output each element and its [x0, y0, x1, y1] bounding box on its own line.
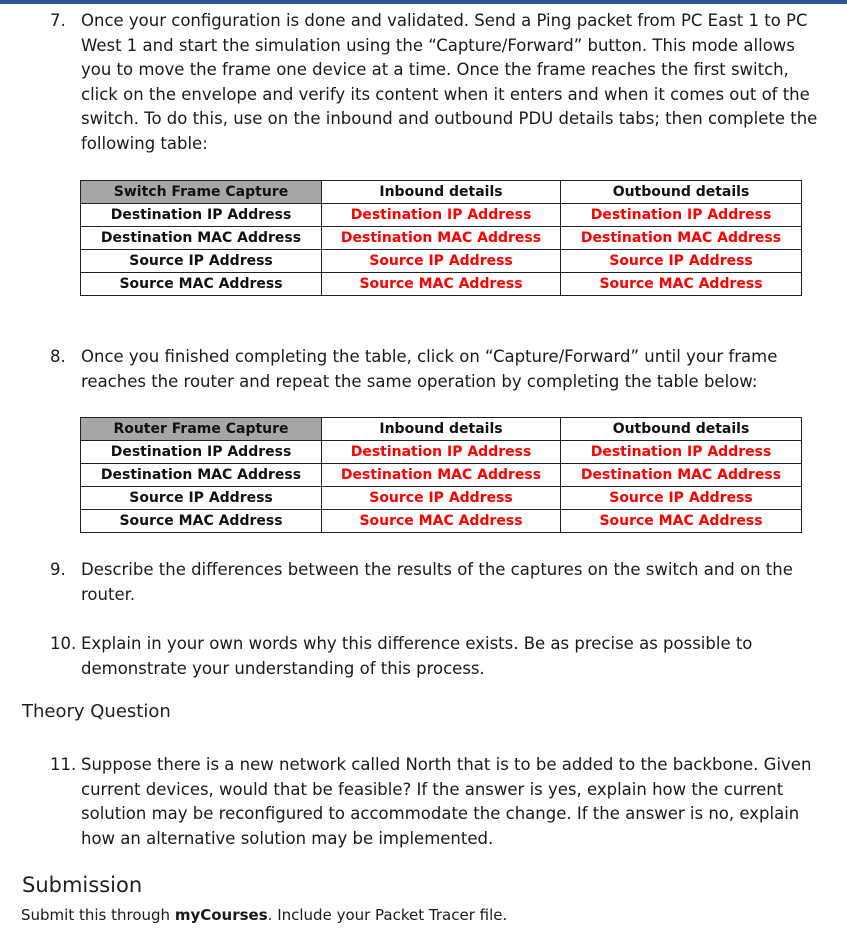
table-row: [81, 273, 802, 296]
row-label-cell: Destination IP Address: [81, 441, 322, 464]
table-header-cell: Inbound details: [322, 418, 561, 441]
table-row: [81, 204, 802, 227]
question-text: Once you finished completing the table, click on “Capture/Forward” until your frame reaches the router and repeat the same operation by completing the table below:: [81, 347, 778, 391]
row-label-cell: Source MAC Address: [81, 510, 322, 533]
table-header-row: [81, 418, 802, 441]
row-label-cell: Source IP Address: [81, 250, 322, 273]
inbound-cell: Destination MAC Address: [322, 464, 561, 487]
table-header-cell: Outbound details: [561, 418, 802, 441]
table-row: [81, 510, 802, 533]
inbound-cell: Source MAC Address: [322, 510, 561, 533]
question-number: 10.: [50, 634, 77, 653]
submit-prefix: Submit this through: [21, 906, 175, 924]
inbound-cell: Destination MAC Address: [322, 227, 561, 250]
question-text: Explain in your own words why this difference exists. Be as precise as possible to demonstrate your understanding of this process.: [81, 634, 753, 678]
submit-suffix: . Include your Packet Tracer file.: [267, 906, 508, 924]
inbound-cell: Source IP Address: [322, 250, 561, 273]
outbound-cell: Destination IP Address: [561, 441, 802, 464]
question-number: 7.: [50, 11, 66, 30]
row-label-cell: Source IP Address: [81, 487, 322, 510]
outbound-cell: Source MAC Address: [561, 273, 802, 296]
submission-heading: Submission: [22, 873, 143, 897]
submission-instructions: [21, 906, 507, 924]
row-label-cell: Destination MAC Address: [81, 227, 322, 250]
switch-frame-capture-table: [80, 180, 802, 296]
row-label-cell: Source MAC Address: [81, 273, 322, 296]
inbound-cell: Source MAC Address: [322, 273, 561, 296]
row-label-cell: Destination MAC Address: [81, 464, 322, 487]
inbound-cell: Destination IP Address: [322, 204, 561, 227]
question-text: Suppose there is a new network called North that is to be added to the backbone. Given current devices, would that be feasible? If the answer is yes, explain how the current solution may be reconfigured to accommodate the change. If the answer is no, explain how an alternative solution may be implemented.: [81, 755, 812, 848]
outbound-cell: Source IP Address: [561, 250, 802, 273]
theory-question-heading: Theory Question: [22, 701, 171, 722]
table-row: [81, 464, 802, 487]
table-row: [81, 441, 802, 464]
table-header-cell: Router Frame Capture: [81, 418, 322, 441]
outbound-cell: Source IP Address: [561, 487, 802, 510]
table-header-cell: Switch Frame Capture: [81, 181, 322, 204]
outbound-cell: Destination MAC Address: [561, 227, 802, 250]
inbound-cell: Destination IP Address: [322, 441, 561, 464]
question-number: 9.: [50, 560, 66, 579]
question-text: Describe the differences between the results of the captures on the switch and on the router.: [81, 560, 793, 604]
table-header-cell: Inbound details: [322, 181, 561, 204]
outbound-cell: Destination IP Address: [561, 204, 802, 227]
table-row: [81, 227, 802, 250]
question-number: 8.: [50, 347, 66, 366]
table-row: [81, 250, 802, 273]
table-header-row: [81, 181, 802, 204]
outbound-cell: Source MAC Address: [561, 510, 802, 533]
mycourses-link[interactable]: myCourses: [174, 906, 268, 924]
inbound-cell: Source IP Address: [322, 487, 561, 510]
question-text: Once your configuration is done and validated. Send a Ping packet from PC East 1 to PC West 1 and start the simulation using the “Capture/Forward” button. This mode allows you to move the frame one device at a time. Once the frame reaches the first switch, click on the envelope and verify its content when it enters and when it comes out of the switch. To do this, use on the inbound and outbound PDU details tabs; then complete the following table:: [81, 11, 818, 153]
outbound-cell: Destination MAC Address: [561, 464, 802, 487]
question-number: 11.: [50, 755, 77, 774]
table-header-cell: Outbound details: [561, 181, 802, 204]
router-frame-capture-table: [80, 417, 802, 533]
page-top-border: [0, 0, 847, 4]
table-row: [81, 487, 802, 510]
row-label-cell: Destination IP Address: [81, 204, 322, 227]
